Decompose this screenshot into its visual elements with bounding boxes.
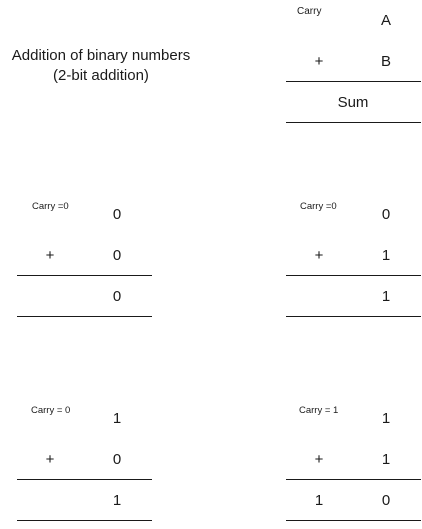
bottom-line [17, 316, 152, 317]
sum-digit: 1 [112, 492, 122, 509]
legend-a-label: A [380, 12, 391, 29]
bottom-line [17, 520, 152, 521]
legend-bottom-line [286, 122, 421, 123]
addend-b: 0 [112, 451, 122, 468]
example-1-plus-1 [286, 404, 421, 529]
addend-b: 0 [112, 247, 122, 264]
carry-label: Carry = 1 [299, 405, 339, 416]
bottom-line [286, 316, 421, 317]
addend-a: 1 [381, 410, 391, 427]
sum-digit: 0 [381, 492, 391, 509]
legend-b-label: B [380, 53, 391, 70]
addend-a: 0 [381, 206, 391, 223]
bottom-line [286, 520, 421, 521]
title-line-1: Addition of binary numbers [11, 47, 191, 64]
example-1-plus-0 [17, 404, 152, 529]
sum-line [17, 275, 152, 276]
addend-a: 1 [112, 410, 122, 427]
title-line-2: (2-bit addition) [53, 67, 149, 84]
addend-a: 0 [112, 206, 122, 223]
sum-carry-digit: 1 [314, 492, 324, 509]
sum-line [17, 479, 152, 480]
legend-block [286, 0, 421, 125]
legend-sum-line [286, 81, 421, 82]
addend-b: 1 [381, 247, 391, 264]
carry-label: Carry = 0 [31, 405, 71, 416]
sum-digit: 1 [381, 288, 391, 305]
sum-line [286, 275, 421, 276]
legend-carry-label: Carry [297, 6, 322, 17]
carry-label: Carry =0 [32, 201, 69, 212]
plus-sign: + [45, 451, 55, 468]
diagram-title [0, 46, 202, 86]
carry-label: Carry =0 [300, 201, 337, 212]
plus-sign: + [45, 247, 55, 264]
addend-b: 1 [381, 451, 391, 468]
legend-plus-sign: + [314, 53, 324, 70]
sum-digit: 0 [112, 288, 122, 305]
legend-sum-label: Sum [337, 94, 369, 111]
example-0-plus-1 [286, 200, 421, 325]
example-0-plus-0 [17, 200, 152, 325]
sum-line [286, 479, 421, 480]
plus-sign: + [314, 451, 324, 468]
plus-sign: + [314, 247, 324, 264]
